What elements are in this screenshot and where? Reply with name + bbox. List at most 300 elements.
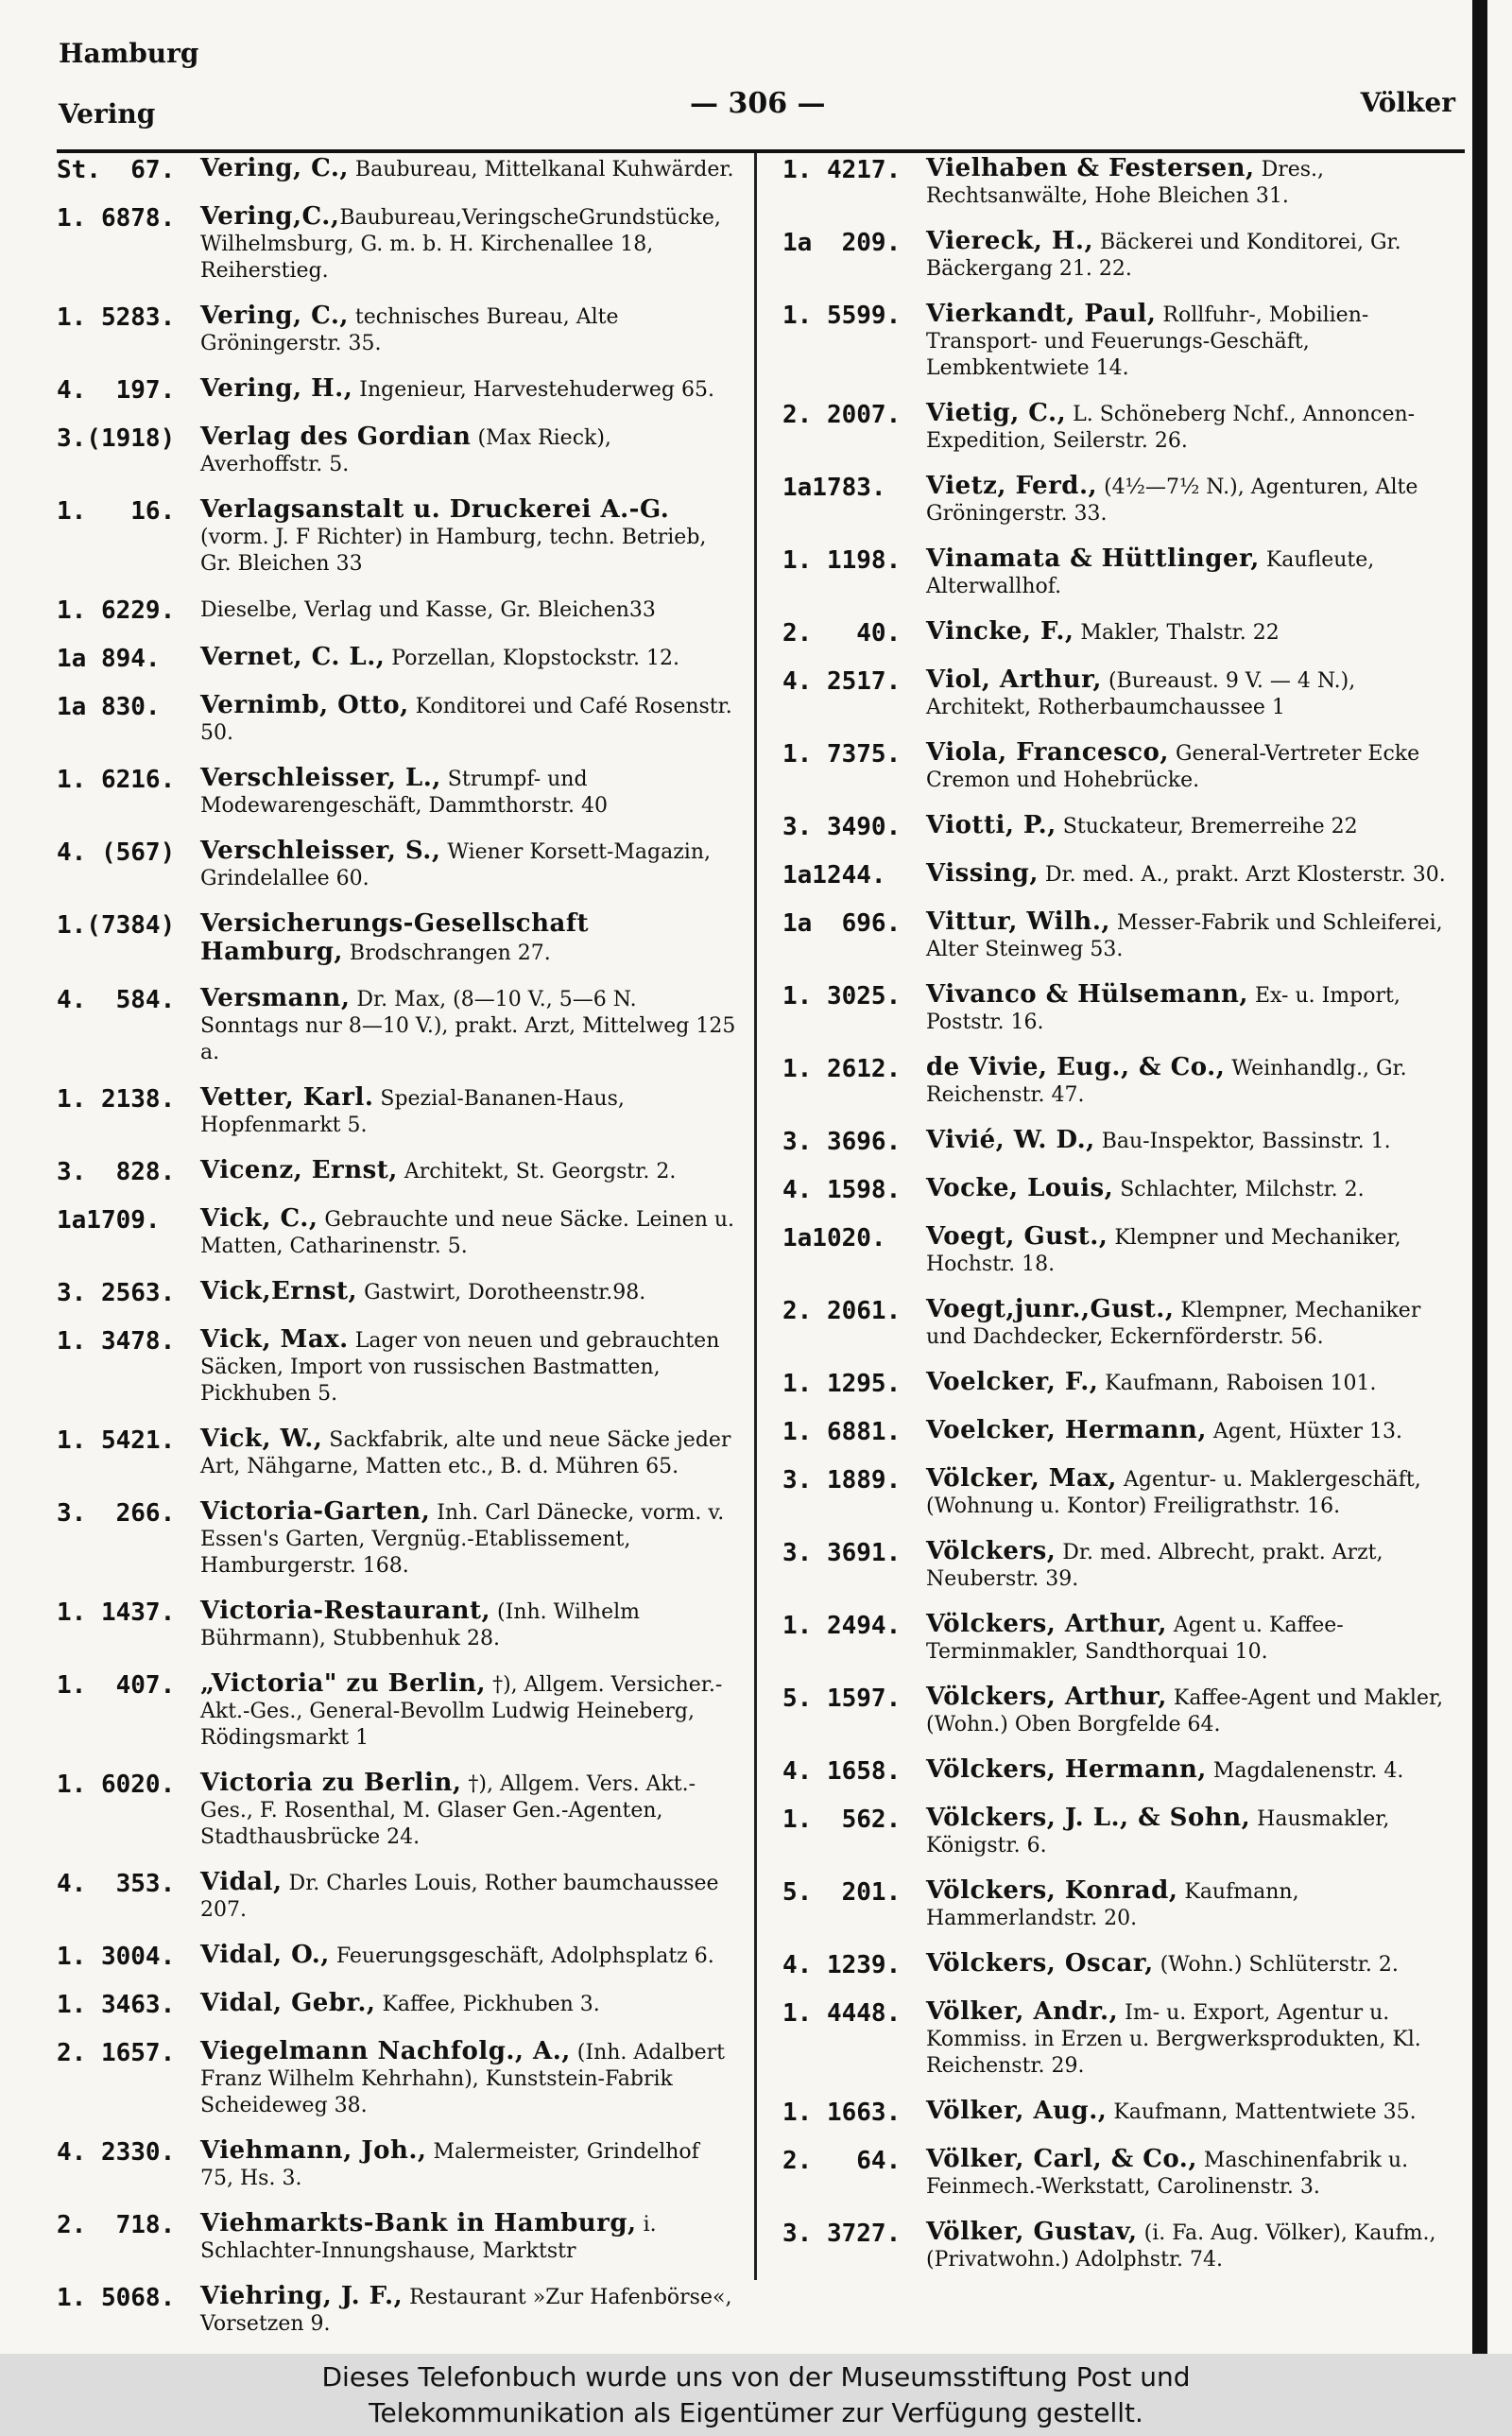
subscriber-name: Viegelmann Nachfolg., A., bbox=[200, 2037, 571, 2065]
entry-text bbox=[200, 765, 737, 820]
entry-text bbox=[200, 1157, 737, 1185]
phone-number: 1a 696. bbox=[782, 909, 902, 938]
subscriber-name: Völckers, Arthur, bbox=[926, 1610, 1167, 1638]
directory-entry bbox=[782, 1465, 1465, 1520]
subscriber-name: Vering, C., bbox=[200, 154, 349, 182]
directory-entry bbox=[782, 666, 1465, 721]
phone-number: 4. (567) bbox=[57, 838, 176, 867]
subscriber-name: Verlag des Gordian bbox=[200, 423, 472, 451]
entry-text bbox=[926, 1054, 1465, 1109]
phone-number: 2. 2061. bbox=[782, 1297, 902, 1325]
directory-entry bbox=[782, 1127, 1465, 1157]
subscriber-name: Viotti, P., bbox=[926, 811, 1057, 839]
subscriber-details: Gastwirt, Dorotheenstr.98. bbox=[357, 1281, 646, 1304]
header-rule bbox=[57, 149, 1465, 153]
subscriber-name: Vittur, Wilh., bbox=[926, 907, 1110, 936]
subscriber-details: Inh. Carl Dänecke, vorm. v. Essen's Garten, Vergnüg.-Etablissement, Hamburgerstr. 168. bbox=[200, 1501, 725, 1578]
entry-text bbox=[200, 1498, 737, 1580]
phone-number: 1. 6020. bbox=[57, 1771, 176, 1799]
phone-number: 3. 828. bbox=[57, 1158, 176, 1186]
subscriber-name: Vick, W., bbox=[200, 1425, 323, 1453]
phone-number: 2. 718. bbox=[57, 2211, 176, 2239]
phone-number: 5. 201. bbox=[782, 1878, 902, 1907]
phone-number: 1. 2494. bbox=[782, 1612, 902, 1640]
directory-entry bbox=[57, 1598, 737, 1652]
subscriber-name: Victoria-Garten, bbox=[200, 1497, 431, 1526]
entry-text bbox=[926, 1223, 1465, 1278]
subscriber-details: Rollfuhr-, Mobilien-Transport- und Feuerungs-Geschäft, Lembkentwiete 14. bbox=[926, 303, 1369, 380]
subscriber-name: Viehmarkts-Bank in Hamburg, bbox=[200, 2209, 637, 2237]
entry-text bbox=[200, 1598, 737, 1652]
subscriber-name: Völckers, bbox=[926, 1537, 1057, 1565]
directory-entry bbox=[57, 838, 737, 892]
subscriber-details: (4½—7½ N.), Agenturen, Alte Gröningerstr. 33. bbox=[926, 475, 1418, 526]
directory-entry bbox=[57, 1942, 737, 1972]
entry-text bbox=[200, 838, 737, 892]
subscriber-details: Bäckerei und Konditorei, Gr. Bäckergang 21. 22. bbox=[926, 231, 1401, 281]
phone-number: 1. 407. bbox=[57, 1671, 176, 1700]
subscriber-name: Versmann, bbox=[200, 984, 351, 1012]
subscriber-name: Vivanco & Hülsemann, bbox=[926, 980, 1248, 1009]
entry-text bbox=[926, 473, 1465, 527]
phone-number: 4. 1658. bbox=[782, 1757, 902, 1786]
subscriber-details: L. Schöneberg Nchf., Annoncen-Expedition, Seilerstr. 26. bbox=[926, 403, 1416, 453]
subscriber-details: Gebrauchte und neue Säcke. Leinen u. Matten, Catharinenstr. 5. bbox=[200, 1208, 735, 1258]
subscriber-details: Bau-Inspektor, Bassinstr. 1. bbox=[1094, 1130, 1391, 1153]
entry-text bbox=[200, 1670, 737, 1752]
phone-number: 1a1020. bbox=[782, 1224, 886, 1253]
entry-text bbox=[200, 2137, 737, 2192]
subscriber-name: Vicenz, Ernst, bbox=[200, 1156, 398, 1184]
phone-number: 1. 6881. bbox=[782, 1418, 902, 1446]
subscriber-name: Völker, Carl, & Co., bbox=[926, 2145, 1197, 2173]
phone-number: 1. 1663. bbox=[782, 2099, 902, 2127]
entry-text bbox=[200, 2283, 737, 2338]
directory-entry bbox=[57, 496, 737, 578]
subscriber-details: Baubureau, Mittelkanal Kuhwärder. bbox=[348, 158, 734, 181]
subscriber-name: Viola, Francesco, bbox=[926, 738, 1169, 767]
right-column bbox=[782, 155, 1465, 2282]
subscriber-details: Kaufmann, Raboisen 101. bbox=[1098, 1372, 1377, 1395]
subscriber-details: Schlachter, Milchstr. 2. bbox=[1113, 1178, 1365, 1201]
subscriber-name: Völker, Aug., bbox=[926, 2097, 1108, 2125]
entry-text bbox=[200, 1205, 737, 1260]
phone-number: 3.(1918) bbox=[57, 424, 176, 453]
subscriber-name: Voelcker, Hermann, bbox=[926, 1416, 1207, 1444]
entry-text bbox=[200, 1278, 737, 1306]
subscriber-details: Strumpf- und Modewarengeschäft, Dammthorstr. 40 bbox=[200, 768, 608, 818]
subscriber-details: General-Vertreter Ecke Cremon und Hohebrücke. bbox=[926, 742, 1420, 792]
directory-entry bbox=[782, 1054, 1465, 1109]
subscriber-name: Vidal, bbox=[200, 1868, 283, 1896]
subscriber-name: Viehring, J. F., bbox=[200, 2282, 404, 2310]
subscriber-details: Klempner und Mechaniker, Hochstr. 18. bbox=[926, 1226, 1401, 1276]
phone-number: 1. 16. bbox=[57, 497, 176, 526]
phone-number: 1. 7375. bbox=[782, 740, 902, 769]
phone-number: 3. 3696. bbox=[782, 1128, 902, 1156]
directory-entry bbox=[782, 228, 1465, 283]
directory-entry bbox=[782, 545, 1465, 600]
entry-text bbox=[200, 375, 737, 404]
directory-entry bbox=[782, 400, 1465, 455]
subscriber-details: technisches Bureau, Alte Gröningerstr. 35. bbox=[200, 305, 619, 355]
phone-number: 4. 1598. bbox=[782, 1176, 902, 1204]
directory-entry bbox=[57, 985, 737, 1066]
directory-entry bbox=[782, 1998, 1465, 2080]
directory-entry bbox=[782, 908, 1465, 963]
subscriber-name: Viehmann, Joh., bbox=[200, 2136, 427, 2165]
phone-number: 3. 266. bbox=[57, 1499, 176, 1528]
subscriber-name: Völckers, Konrad, bbox=[926, 1876, 1178, 1905]
subscriber-name: Völker, Andr., bbox=[926, 1997, 1119, 2026]
phone-number: 1. 3463. bbox=[57, 1991, 176, 2019]
entry-text bbox=[926, 1175, 1465, 1203]
entry-text bbox=[926, 1296, 1465, 1351]
directory-entry bbox=[782, 1805, 1465, 1859]
phone-number: 4. 1239. bbox=[782, 1951, 902, 1979]
subscriber-name: Völckers, Oscar, bbox=[926, 1949, 1154, 1978]
column-divider bbox=[754, 153, 757, 2280]
phone-number: St. 67. bbox=[57, 156, 176, 184]
entry-text bbox=[926, 981, 1465, 1036]
subscriber-name: Vincke, F., bbox=[926, 617, 1074, 646]
header-first-entry: Vering bbox=[59, 98, 156, 130]
subscriber-name: Viereck, H., bbox=[926, 227, 1093, 255]
subscriber-details: †), Allgem. Vers. Akt.-Ges., F. Rosenthal, M. Glaser Gen.-Agenten, Stadthausbrücke 24. bbox=[200, 1772, 696, 1849]
subscriber-name: Vernimb, Otto, bbox=[200, 691, 409, 719]
subscriber-name: Vierkandt, Paul, bbox=[926, 300, 1157, 328]
directory-entry bbox=[782, 739, 1465, 794]
phone-number: 1. 5068. bbox=[57, 2284, 176, 2312]
subscriber-details: Baubureau,VeringscheGrundstücke, Wilhelmsburg, G. m. b. H. Kirchenallee 18, Reiherstieg. bbox=[200, 206, 721, 283]
phone-number: 1. 562. bbox=[782, 1805, 902, 1834]
entry-text bbox=[926, 155, 1465, 210]
directory-entry bbox=[57, 2038, 737, 2119]
phone-number: 3. 3727. bbox=[782, 2220, 902, 2248]
directory-entry bbox=[57, 155, 737, 185]
phone-number: 4. 197. bbox=[57, 376, 176, 405]
subscriber-details: Dieselbe, Verlag und Kasse, Gr. Bleichen33 bbox=[200, 598, 656, 622]
entry-text bbox=[926, 1369, 1465, 1397]
subscriber-name: Vering, H., bbox=[200, 374, 353, 403]
subscriber-name: Vocke, Louis, bbox=[926, 1174, 1114, 1202]
phone-number: 1. 2138. bbox=[57, 1085, 176, 1114]
directory-entry bbox=[57, 692, 737, 747]
phone-number: 1. 4217. bbox=[782, 156, 902, 184]
entry-text bbox=[926, 1950, 1465, 1978]
entry-text bbox=[200, 2210, 737, 2265]
directory-entry bbox=[57, 302, 737, 357]
directory-entry bbox=[57, 2283, 737, 2338]
directory-entry bbox=[57, 765, 737, 820]
subscriber-name: Vietig, C., bbox=[926, 399, 1067, 427]
phone-number: 1. 2612. bbox=[782, 1055, 902, 1083]
subscriber-details: (Wohn.) Schlüterstr. 2. bbox=[1153, 1953, 1399, 1977]
subscriber-name: Voegt, Gust., bbox=[926, 1222, 1108, 1251]
phone-number: 1. 6216. bbox=[57, 766, 176, 794]
entry-text bbox=[926, 1998, 1465, 2080]
directory-entry bbox=[57, 1770, 737, 1851]
phone-number: 1. 6878. bbox=[57, 204, 176, 233]
phone-number: 1a1244. bbox=[782, 861, 886, 890]
notice-line-1: Dieses Telefonbuch wurde uns von der Museumsstiftung Post und bbox=[321, 2361, 1191, 2393]
subscriber-name: Vinamata & Hüttlinger, bbox=[926, 544, 1260, 573]
directory-entry bbox=[57, 1084, 737, 1139]
subscriber-details: Ingenieur, Harvestehuderweg 65. bbox=[352, 378, 714, 402]
subscriber-name: de Vivie, Eug., & Co., bbox=[926, 1053, 1226, 1081]
subscriber-name: Vick,Ernst, bbox=[200, 1277, 358, 1305]
entry-text bbox=[926, 1805, 1465, 1859]
entry-text bbox=[926, 618, 1465, 647]
subscriber-name: Vetter, Karl. bbox=[200, 1083, 374, 1112]
directory-entry bbox=[782, 2146, 1465, 2201]
directory-entry bbox=[57, 2137, 737, 2192]
entry-text bbox=[926, 812, 1465, 840]
subscriber-details: Kaufmann, Hammerlandstr. 20. bbox=[926, 1880, 1299, 1930]
directory-entry bbox=[782, 1538, 1465, 1593]
entry-text bbox=[926, 228, 1465, 283]
subscriber-name: Vick, Max. bbox=[200, 1325, 349, 1354]
entry-text bbox=[926, 666, 1465, 721]
subscriber-details: Agent u. Kaffee-Terminmakler, Sandthorquai 10. bbox=[926, 1614, 1344, 1664]
entry-text bbox=[926, 2146, 1465, 2201]
directory-entry bbox=[782, 473, 1465, 527]
phone-number: 3. 1889. bbox=[782, 1466, 902, 1494]
directory-entry bbox=[782, 1175, 1465, 1205]
subscriber-details: Weinhandlg., Gr. Reichenstr. 47. bbox=[926, 1057, 1407, 1107]
subscriber-name: Vissing, bbox=[926, 859, 1039, 888]
phone-number: 1. 5421. bbox=[57, 1426, 176, 1455]
directory-entry bbox=[57, 1425, 737, 1480]
subscriber-name: Vick, C., bbox=[200, 1204, 318, 1233]
entry-text bbox=[926, 1127, 1465, 1155]
subscriber-name: Völckers, Arthur, bbox=[926, 1683, 1167, 1711]
phone-number: 2. 2007. bbox=[782, 401, 902, 429]
phone-number: 1a 830. bbox=[57, 693, 161, 721]
entry-text bbox=[200, 302, 737, 357]
subscriber-details: Klempner, Mechaniker und Dachdecker, Eckernförderstr. 56. bbox=[926, 1299, 1421, 1349]
subscriber-details: (i. Fa. Aug. Völker), Kaufm., (Privatwohn.) Adolphstr. 74. bbox=[926, 2221, 1436, 2272]
directory-entry bbox=[57, 2210, 737, 2265]
directory-entry bbox=[782, 301, 1465, 382]
entry-text bbox=[200, 985, 737, 1066]
subscriber-details: Maschinenfabrik u. Feinmech.-Werkstatt, Carolinenstr. 3. bbox=[926, 2149, 1409, 2199]
entry-text bbox=[200, 1326, 737, 1408]
entry-text bbox=[926, 1877, 1465, 1932]
subscriber-name: Vernet, C. L., bbox=[200, 643, 386, 671]
subscriber-details: (Max Rieck), Averhoffstr. 5. bbox=[200, 426, 611, 476]
directory-entry bbox=[57, 1205, 737, 1260]
header-city: Hamburg bbox=[59, 38, 199, 69]
entry-text bbox=[200, 496, 737, 578]
subscriber-details: Kaufleute, Alterwallhof. bbox=[926, 548, 1375, 598]
page-edge-shadow bbox=[1472, 0, 1487, 2354]
subscriber-details: Agent, Hüxter 13. bbox=[1206, 1420, 1402, 1443]
subscriber-details: Dr. Charles Louis, Rother baumchaussee 207. bbox=[200, 1872, 719, 1922]
subscriber-name: Versicherungs-Gesellschaft Hamburg, bbox=[200, 909, 590, 966]
subscriber-details: Lager von neuen und gebrauchten Säcken, Import von russischen Bastmatten, Pickhuben 5. bbox=[200, 1329, 720, 1406]
subscriber-name: Vielhaben & Festersen, bbox=[926, 154, 1255, 182]
directory-entry bbox=[57, 1869, 737, 1924]
left-column bbox=[57, 154, 737, 2336]
entry-text bbox=[926, 908, 1465, 963]
subscriber-details: Dr. med. Albrecht, prakt. Arzt, Neuberstr. 39. bbox=[926, 1541, 1383, 1591]
directory-entry bbox=[782, 1756, 1465, 1787]
subscriber-name: Vering,C., bbox=[200, 202, 340, 231]
entry-text bbox=[200, 203, 737, 285]
subscriber-details: Magdalenenstr. 4. bbox=[1206, 1759, 1404, 1783]
subscriber-details: Dr. Max, (8—10 V., 5—6 N. Sonntags nur 8—10 V.), prakt. Arzt, Mittelweg 125 a. bbox=[200, 988, 736, 1064]
entry-text bbox=[926, 1465, 1465, 1520]
subscriber-name: Verschleisser, S., bbox=[200, 837, 441, 865]
subscriber-name: „Victoria" zu Berlin, bbox=[200, 1669, 487, 1698]
directory-entry bbox=[57, 1990, 737, 2020]
phone-number: 1.(7384) bbox=[57, 911, 176, 940]
phone-number: 1a1783. bbox=[782, 474, 886, 502]
phone-number: 2. 40. bbox=[782, 619, 902, 648]
subscriber-name: Vidal, Gebr., bbox=[200, 1989, 376, 2017]
subscriber-details: (vorm. J. F Richter) in Hamburg, techn. Betrieb, Gr. Bleichen 33 bbox=[200, 526, 707, 576]
entry-text bbox=[926, 860, 1465, 889]
subscriber-details: Feuerungsgeschäft, Adolphsplatz 6. bbox=[329, 1944, 714, 1968]
directory-entry bbox=[57, 910, 737, 967]
entry-text bbox=[200, 423, 737, 478]
subscriber-details: Hausmakler, Königstr. 6. bbox=[926, 1807, 1390, 1857]
phone-number: 1a1709. bbox=[57, 1206, 161, 1235]
directory-entry bbox=[782, 1684, 1465, 1738]
subscriber-name: Voelcker, F., bbox=[926, 1368, 1099, 1396]
entry-text bbox=[200, 2038, 737, 2119]
subscriber-details: (Bureaust. 9 V. — 4 N.), Architekt, Rotherbaumchaussee 1 bbox=[926, 669, 1356, 719]
entry-text bbox=[200, 692, 737, 747]
phone-number: 3. 3490. bbox=[782, 813, 902, 841]
entry-text bbox=[200, 644, 737, 672]
directory-entry bbox=[57, 375, 737, 406]
subscriber-name: Vering, C., bbox=[200, 302, 349, 330]
phone-number: 2. 1657. bbox=[57, 2039, 176, 2067]
entry-text bbox=[200, 1084, 737, 1139]
entry-text bbox=[926, 400, 1465, 455]
directory-entry bbox=[782, 2098, 1465, 2128]
subscriber-details: Dr. med. A., prakt. Arzt Klosterstr. 30. bbox=[1038, 863, 1446, 887]
subscriber-details: Architekt, St. Georgstr. 2. bbox=[397, 1160, 677, 1183]
directory-entry bbox=[782, 155, 1465, 210]
directory-entry bbox=[782, 1877, 1465, 1932]
directory-entry bbox=[782, 618, 1465, 648]
subscriber-details: Wiener Korsett-Magazin, Grindelallee 60. bbox=[200, 840, 712, 890]
entry-text bbox=[200, 596, 737, 624]
subscriber-details: Malermeister, Grindelhof 75, Hs. 3. bbox=[200, 2140, 699, 2190]
directory-entry bbox=[782, 1417, 1465, 1447]
phone-number: 1. 1437. bbox=[57, 1598, 176, 1627]
entry-text bbox=[926, 1756, 1465, 1785]
directory-entry bbox=[782, 1611, 1465, 1666]
directory-entry bbox=[57, 203, 737, 285]
subscriber-details: (Inh. Wilhelm Bührmann), Stubbenhuk 28. bbox=[200, 1600, 641, 1650]
directory-entry bbox=[57, 1278, 737, 1308]
subscriber-name: Verlagsanstalt u. Druckerei A.-G. bbox=[200, 495, 670, 524]
phone-number: 1. 3478. bbox=[57, 1327, 176, 1356]
directory-entry bbox=[57, 1326, 737, 1408]
subscriber-details: Konditorei und Café Rosenstr. 50. bbox=[200, 695, 732, 745]
subscriber-details: Stuckateur, Bremerreihe 22 bbox=[1056, 815, 1358, 838]
phone-number: 4. 2517. bbox=[782, 667, 902, 696]
subscriber-name: Vidal, O., bbox=[200, 1941, 330, 1969]
directory-entry bbox=[782, 981, 1465, 1036]
subscriber-details: Agentur- u. Maklergeschäft, (Wohnung u. Kontor) Freiligrathstr. 16. bbox=[926, 1468, 1421, 1518]
entry-text bbox=[926, 301, 1465, 382]
subscriber-name: Völcker, Max, bbox=[926, 1464, 1117, 1493]
phone-number: 1a 209. bbox=[782, 229, 902, 257]
subscriber-details: Porzellan, Klopstockstr. 12. bbox=[385, 647, 679, 670]
entry-text bbox=[200, 910, 737, 967]
directory-entry bbox=[782, 1369, 1465, 1399]
subscriber-details: Brodschrangen 27. bbox=[342, 942, 551, 965]
phone-number: 1. 3004. bbox=[57, 1943, 176, 1971]
directory-entry bbox=[782, 860, 1465, 890]
phone-number: 1. 1295. bbox=[782, 1370, 902, 1398]
subscriber-name: Vivié, W. D., bbox=[926, 1126, 1095, 1154]
phone-number: 2. 64. bbox=[782, 2147, 902, 2175]
entry-text bbox=[926, 1538, 1465, 1593]
subscriber-details: Im- u. Export, Agentur u. Kommiss. in Erzen u. Bergwerksprodukten, Kl. Reichenstr. 29. bbox=[926, 2001, 1421, 2078]
phone-number: 1a 894. bbox=[57, 645, 161, 673]
subscriber-name: Vietz, Ferd., bbox=[926, 472, 1098, 500]
phone-number: 1. 5283. bbox=[57, 303, 176, 332]
entry-text bbox=[200, 1770, 737, 1851]
entry-text bbox=[926, 2098, 1465, 2126]
subscriber-details: †), Allgem. Versicher.-Akt.-Ges., General-Bevollm Ludwig Heineberg, Rödingsmarkt 1 bbox=[200, 1673, 723, 1750]
entry-text bbox=[926, 2219, 1465, 2273]
subscriber-name: Victoria zu Berlin, bbox=[200, 1769, 462, 1797]
subscriber-details: Kaufmann, Mattentwiete 35. bbox=[1107, 2100, 1417, 2124]
entry-text bbox=[200, 1990, 737, 2018]
subscriber-details: Dres., Rechtsanwälte, Hohe Bleichen 31. bbox=[926, 158, 1325, 208]
directory-entry bbox=[57, 1157, 737, 1187]
subscriber-details: Kaffee-Agent und Makler, (Wohn.) Oben Borgfelde 64. bbox=[926, 1686, 1444, 1736]
subscriber-details: Kaffee, Pickhuben 3. bbox=[375, 1993, 600, 2016]
directory-entry bbox=[57, 423, 737, 478]
directory-entry bbox=[57, 644, 737, 674]
directory-entry bbox=[782, 1950, 1465, 1980]
phone-number: 1. 5599. bbox=[782, 302, 902, 330]
page-number: — 306 — bbox=[690, 87, 826, 120]
subscriber-details: Ex- u. Import, Poststr. 16. bbox=[926, 984, 1400, 1034]
phone-number: 3. 3691. bbox=[782, 1539, 902, 1567]
entry-text bbox=[200, 1942, 737, 1970]
subscriber-details: i. Schlachter-Innungshause, Marktstr bbox=[200, 2213, 657, 2263]
phone-number: 4. 353. bbox=[57, 1870, 176, 1898]
subscriber-details: Sackfabrik, alte und neue Säcke jeder Art, Nähgarne, Matten etc., B. d. Mühren 65. bbox=[200, 1428, 731, 1478]
directory-entry bbox=[782, 1223, 1465, 1278]
directory-entry bbox=[57, 1498, 737, 1580]
subscriber-name: Viol, Arthur, bbox=[926, 665, 1102, 694]
phone-number: 4. 2330. bbox=[57, 2138, 176, 2167]
phone-number: 1. 1198. bbox=[782, 546, 902, 575]
subscriber-details: Spezial-Bananen-Haus, Hopfenmarkt 5. bbox=[200, 1087, 625, 1137]
entry-text bbox=[200, 155, 737, 183]
directory-entry bbox=[57, 1670, 737, 1752]
header-last-entry: Völker bbox=[1360, 87, 1455, 118]
ownership-notice bbox=[0, 2354, 1512, 2436]
entry-text bbox=[200, 1869, 737, 1924]
subscriber-name: Völckers, Hermann, bbox=[926, 1755, 1207, 1784]
entry-text bbox=[926, 1684, 1465, 1738]
phone-number: 5. 1597. bbox=[782, 1684, 902, 1713]
phone-number: 1. 4448. bbox=[782, 1999, 902, 2028]
directory-entry bbox=[782, 2219, 1465, 2273]
directory-entry bbox=[57, 596, 737, 626]
